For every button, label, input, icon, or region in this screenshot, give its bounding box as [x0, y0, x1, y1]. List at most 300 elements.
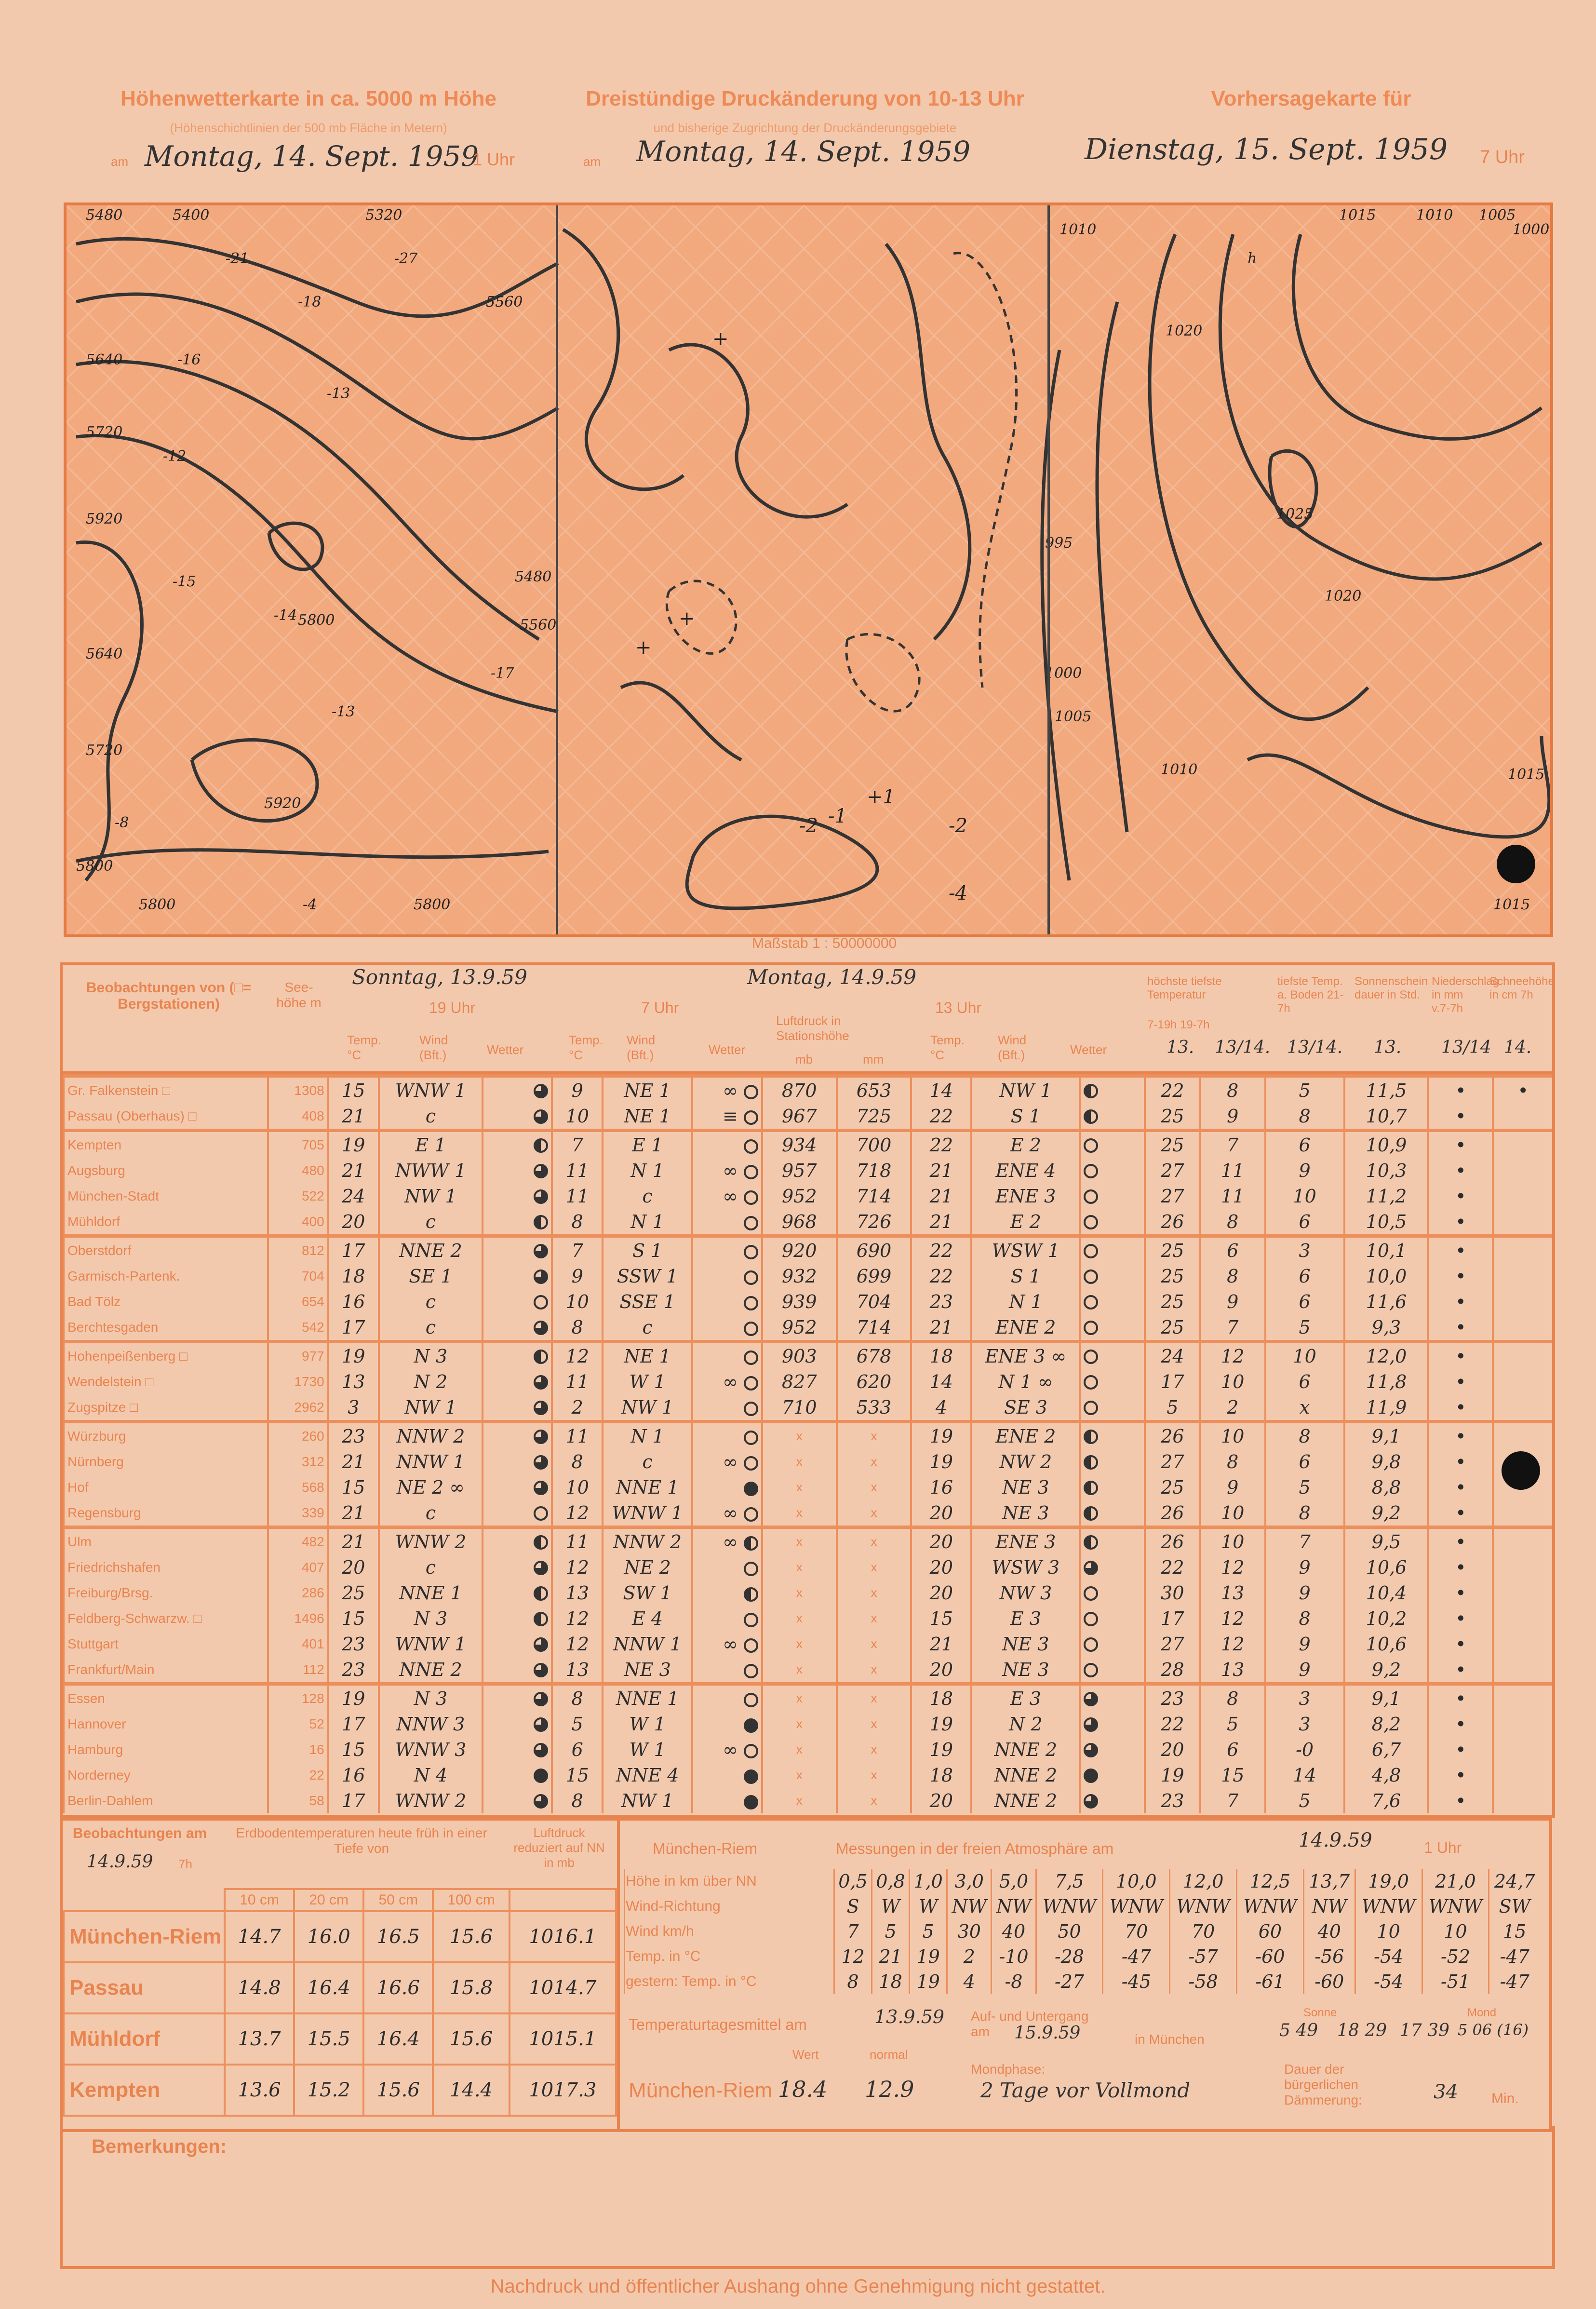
atmos-value: -52	[1422, 1944, 1489, 1969]
weather-symbol-icon	[1084, 1401, 1098, 1415]
weather-symbol-icon	[744, 1562, 758, 1576]
atmos-value: NW	[1303, 1894, 1355, 1919]
temp-boden: -0	[1265, 1737, 1344, 1762]
precipitation: •	[1428, 1449, 1493, 1474]
wind-7: NNW 1	[603, 1631, 692, 1657]
map-contour-label: 5480	[86, 207, 123, 224]
weather-symbol-icon	[1084, 1535, 1098, 1550]
wind-7: N 1	[603, 1209, 692, 1236]
weather-symbol-icon	[1084, 1637, 1098, 1652]
atmos-row-heights	[625, 1869, 1540, 1894]
normal-label: normal	[870, 2047, 908, 2062]
table-row	[64, 1158, 1552, 1183]
snow	[1493, 1554, 1552, 1580]
soil-temp: 16.0	[294, 1911, 363, 1962]
wind-19: SE 1	[379, 1263, 483, 1289]
temp-7: 6	[552, 1737, 603, 1762]
atmos-value: -54	[1355, 1969, 1422, 1994]
atmos-value: 18	[872, 1969, 910, 1994]
precipitation: •	[1428, 1606, 1493, 1631]
temp-max: 17	[1145, 1606, 1200, 1631]
h-wetter-19: Wetter	[487, 1042, 524, 1057]
wetter-13	[1080, 1762, 1144, 1788]
weather-symbol-icon	[534, 1743, 548, 1757]
map-contour-label: -18	[298, 294, 322, 311]
day1-label: Sonntag, 13.9.59	[352, 965, 527, 989]
wind-7: W 1	[603, 1711, 692, 1737]
table-header	[63, 965, 1555, 1074]
wetter-7	[692, 1762, 762, 1788]
station-height: 58	[268, 1788, 328, 1813]
temp-min: 5	[1200, 1711, 1265, 1737]
time-13: 13 Uhr	[935, 999, 982, 1016]
temp-min: 8	[1200, 1263, 1265, 1289]
temp-13: 16	[911, 1474, 971, 1500]
wetter-19	[483, 1158, 552, 1183]
wind-7: NNE 4	[603, 1762, 692, 1788]
temp-7: 9	[552, 1263, 603, 1289]
mondphase-value: 2 Tage vor Vollmond	[980, 2079, 1191, 2102]
table-row	[64, 1422, 1552, 1449]
wind-7: SW 1	[603, 1580, 692, 1606]
soil-temp: 16.5	[363, 1911, 433, 1962]
map-contour-label: 5800	[414, 896, 451, 913]
weather-symbol-icon	[744, 1190, 758, 1205]
snow	[1493, 1263, 1552, 1289]
map-contour-label: -8	[115, 814, 129, 831]
weather-symbol-icon	[534, 1612, 548, 1626]
wetter-19	[483, 1684, 552, 1712]
weather-symbol-icon	[744, 1402, 758, 1416]
pressure-mb: 932	[762, 1263, 837, 1289]
wetter-19	[483, 1263, 552, 1289]
pressure-mm: x	[837, 1631, 912, 1657]
snow	[1493, 1737, 1552, 1762]
soil-temperature-block	[60, 1818, 620, 2132]
temp-boden: 14	[1265, 1762, 1344, 1788]
temp-7: 8	[552, 1788, 603, 1813]
wind-13: WSW 1	[971, 1236, 1080, 1264]
wetter-19	[483, 1631, 552, 1657]
h-mb: mb	[795, 1052, 813, 1067]
wind-7: NE 3	[603, 1657, 692, 1684]
temp-boden: 9	[1265, 1158, 1344, 1183]
boden-h1: Beobachtungen am	[72, 1825, 207, 1841]
weather-symbol-icon	[744, 1350, 758, 1365]
wind-7: W 1	[603, 1737, 692, 1762]
sunshine: 9,5	[1344, 1527, 1429, 1555]
temp-13: 22	[911, 1131, 971, 1158]
snow	[1493, 1131, 1552, 1158]
map-contour-label: 5800	[76, 858, 113, 875]
temp-max: 25	[1145, 1289, 1200, 1314]
atmos-label: Wind-Richtung	[625, 1894, 834, 1919]
pressure-mm: x	[837, 1606, 912, 1631]
temp-19: 13	[328, 1369, 379, 1394]
wetter-19	[483, 1183, 552, 1209]
station-height: 812	[268, 1236, 328, 1264]
wetter-7	[692, 1342, 762, 1369]
temp-19: 15	[328, 1606, 379, 1631]
atmos-value: 0,5	[834, 1869, 872, 1894]
weather-symbol-icon	[1084, 1084, 1098, 1098]
d-schnee: 14.	[1504, 1038, 1532, 1057]
temp-7: 13	[552, 1657, 603, 1684]
wetter-13	[1080, 1158, 1144, 1183]
wetter-19	[483, 1289, 552, 1314]
map-contour-label: 5640	[86, 351, 123, 368]
precipitation: •	[1428, 1737, 1493, 1762]
wind-19: WNW 3	[379, 1737, 483, 1762]
snow	[1493, 1209, 1552, 1236]
weather-symbol-icon	[1084, 1109, 1098, 1124]
station-name: Oberstdorf	[64, 1236, 268, 1264]
temp-min: 10	[1200, 1422, 1265, 1449]
table-row	[64, 1580, 1552, 1606]
temp-13: 20	[911, 1527, 971, 1555]
temp-7: 12	[552, 1606, 603, 1631]
atmos-value: -60	[1237, 1944, 1304, 1969]
temp-13: 22	[911, 1103, 971, 1131]
wind-19: NE 2 ∞	[379, 1474, 483, 1500]
sunshine: 11,9	[1344, 1394, 1429, 1422]
punch-hole-top	[1497, 845, 1535, 883]
station-height: 408	[268, 1103, 328, 1131]
temp-max: 24	[1145, 1342, 1200, 1369]
wind-19: N 3	[379, 1342, 483, 1369]
tm-station: München-Riem	[629, 2079, 773, 2102]
wind-13: ENE 4	[971, 1158, 1080, 1183]
weather-symbol-icon	[534, 1481, 548, 1495]
temp-min: 10	[1200, 1527, 1265, 1555]
wetter-13	[1080, 1580, 1144, 1606]
boden-h3: Luftdruck reduziert auf NN in mb	[513, 1825, 605, 1870]
wetter-13	[1080, 1527, 1144, 1555]
temp-max: 25	[1145, 1103, 1200, 1131]
pressure-mb: x	[762, 1449, 837, 1474]
weather-symbol-icon	[1084, 1321, 1098, 1335]
weather-symbol-icon	[534, 1506, 548, 1521]
station-height: 312	[268, 1449, 328, 1474]
temp-min: 7	[1200, 1788, 1265, 1813]
temp-min: 13	[1200, 1580, 1265, 1606]
temp-19: 15	[328, 1076, 379, 1104]
temp-max: 26	[1145, 1209, 1200, 1236]
soil-pressure: 1017.3	[510, 2065, 616, 2116]
map-contour-label: 1010	[1060, 221, 1097, 238]
precipitation: •	[1428, 1342, 1493, 1369]
wetter-13	[1080, 1103, 1144, 1131]
wind-13: E 2	[971, 1131, 1080, 1158]
wind-7: NE 1	[603, 1342, 692, 1369]
wind-13: E 2	[971, 1209, 1080, 1236]
pressure-mm: 699	[837, 1263, 912, 1289]
pressure-mb: x	[762, 1684, 837, 1712]
weather-symbol-icon	[534, 1164, 548, 1178]
observation-table	[60, 962, 1555, 1818]
temp-min: 9	[1200, 1474, 1265, 1500]
soil-row	[64, 2065, 616, 2116]
weather-symbol-icon	[534, 1109, 548, 1124]
wind-13: ENE 3	[971, 1183, 1080, 1209]
wetter-13	[1080, 1711, 1144, 1737]
weather-symbol-icon	[744, 1085, 758, 1099]
snow	[1493, 1527, 1552, 1555]
wetter-7	[692, 1788, 762, 1813]
wetter-19	[483, 1711, 552, 1737]
snow	[1493, 1684, 1552, 1712]
wind-13: NW 3	[971, 1580, 1080, 1606]
pressure-mm: 718	[837, 1158, 912, 1183]
wind-13: E 3	[971, 1606, 1080, 1631]
station-name: Stuttgart	[64, 1631, 268, 1657]
wind-13: NE 3	[971, 1500, 1080, 1527]
table-row	[64, 1263, 1552, 1289]
weather-symbol-icon	[534, 1189, 548, 1204]
soil-temp: 14.7	[225, 1911, 294, 1962]
snow	[1493, 1342, 1552, 1369]
map-contour-label: 5720	[86, 742, 123, 759]
wetter-7: ∞	[692, 1631, 762, 1657]
sunshine: 10,2	[1344, 1606, 1429, 1631]
station-name: Berchtesgaden	[64, 1314, 268, 1342]
temp-19: 20	[328, 1554, 379, 1580]
soil-temp: 15.6	[433, 2013, 509, 2065]
temp-max: 19	[1145, 1762, 1200, 1788]
map-contour-label: 5560	[486, 294, 523, 311]
temp-13: 19	[911, 1711, 971, 1737]
temp-13: 21	[911, 1158, 971, 1183]
temp-boden: 9	[1265, 1631, 1344, 1657]
precipitation: •	[1428, 1289, 1493, 1314]
pressure-mb: x	[762, 1657, 837, 1684]
pressure-mm: x	[837, 1762, 912, 1788]
temp-7: 11	[552, 1158, 603, 1183]
weather-symbol-icon	[1084, 1269, 1098, 1284]
weather-symbol-icon	[534, 1244, 548, 1258]
wind-7: NE 1	[603, 1076, 692, 1104]
temp-boden: 8	[1265, 1606, 1344, 1631]
temp-13: 4	[911, 1394, 971, 1422]
soil-row	[64, 1962, 616, 2013]
atmos-value: -54	[1355, 1944, 1422, 1969]
atmos-value: WNW	[1355, 1894, 1422, 1919]
atmos-value: 30	[947, 1919, 992, 1944]
depth-20: 20 cm	[294, 1889, 363, 1911]
wind-19: NNW 1	[379, 1449, 483, 1474]
table-row	[64, 1236, 1552, 1264]
snow	[1493, 1394, 1552, 1422]
station-name: Gr. Falkenstein □	[64, 1076, 268, 1104]
atmos-title: Messungen in der freien Atmosphäre am	[836, 1840, 1114, 1857]
tagesmittel-date: 13.9.59	[874, 2006, 945, 2027]
weather-symbol-icon	[744, 1795, 758, 1809]
precipitation: •	[1428, 1236, 1493, 1264]
day2-label: Montag, 14.9.59	[747, 965, 917, 989]
temp-max: 30	[1145, 1580, 1200, 1606]
h-nieder: Niederschlag in mm v.7-7h	[1432, 975, 1500, 1015]
station-height: 480	[268, 1158, 328, 1183]
pressure-mm: x	[837, 1711, 912, 1737]
wind-7: NNW 2	[603, 1527, 692, 1555]
temp-min: 8	[1200, 1209, 1265, 1236]
wetter-7	[692, 1657, 762, 1684]
station-name: Nürnberg	[64, 1449, 268, 1474]
temp-13: 20	[911, 1788, 971, 1813]
temp-min: 12	[1200, 1606, 1265, 1631]
wind-19: c	[379, 1554, 483, 1580]
time-19: 19 Uhr	[429, 999, 476, 1016]
atmos-value: WNW	[1422, 1894, 1489, 1919]
d-sonne: 13.	[1374, 1038, 1402, 1057]
h-temp-13: Temp. °C	[930, 1033, 965, 1062]
pressure-mb: x	[762, 1631, 837, 1657]
atmos-value: 13,7	[1303, 1869, 1355, 1894]
snow	[1493, 1314, 1552, 1342]
temp-7: 12	[552, 1554, 603, 1580]
map-contour-label: -13	[327, 385, 350, 402]
atmos-value: SW	[1489, 1894, 1540, 1919]
map-contour-label: 5720	[86, 424, 123, 441]
snow	[1493, 1103, 1552, 1131]
temp-7: 7	[552, 1131, 603, 1158]
wetter-19	[483, 1369, 552, 1394]
temp-19: 21	[328, 1158, 379, 1183]
wetter-13	[1080, 1314, 1144, 1342]
map2-subtitle: und bisherige Zugrichtung der Druckänderungsgebiete	[653, 121, 957, 135]
station-height: 400	[268, 1209, 328, 1236]
map-contour-label: -13	[332, 703, 355, 720]
soil-temp: 15.6	[363, 2065, 433, 2116]
temp-min: 7	[1200, 1131, 1265, 1158]
temp-max: 22	[1145, 1076, 1200, 1104]
map-contour-label: -2	[799, 815, 818, 837]
atmos-value: WNW	[1036, 1894, 1103, 1919]
sunshine: 7,6	[1344, 1788, 1429, 1813]
tagesmittel-label: Temperaturtagesmittel am	[629, 2016, 807, 2033]
temp-min: 9	[1200, 1289, 1265, 1314]
pressure-mm: x	[837, 1684, 912, 1712]
table-row	[64, 1289, 1552, 1314]
map-contour-label: 5640	[86, 646, 123, 662]
temp-13: 19	[911, 1422, 971, 1449]
pressure-mb: 939	[762, 1289, 837, 1314]
weather-symbol-icon	[1084, 1164, 1098, 1178]
weather-symbol-icon	[744, 1245, 758, 1259]
temp-13: 21	[911, 1314, 971, 1342]
weather-symbol-icon	[1084, 1769, 1098, 1783]
wind-19: E 1	[379, 1131, 483, 1158]
wind-19: NW 1	[379, 1183, 483, 1209]
wetter-19	[483, 1554, 552, 1580]
temp-13: 20	[911, 1657, 971, 1684]
temp-7: 8	[552, 1449, 603, 1474]
table-row	[64, 1762, 1552, 1788]
wetter-19	[483, 1076, 552, 1104]
wetter-13	[1080, 1289, 1144, 1314]
wetter-19	[483, 1236, 552, 1264]
atmos-value: NW	[992, 1894, 1036, 1919]
weather-symbol-icon	[1084, 1215, 1098, 1229]
temp-7: 11	[552, 1183, 603, 1209]
snow	[1493, 1580, 1552, 1606]
pressure-mm: x	[837, 1788, 912, 1813]
precipitation: •	[1428, 1762, 1493, 1788]
temp-13: 14	[911, 1369, 971, 1394]
temp-max: 20	[1145, 1737, 1200, 1762]
map-contour-label: 5320	[365, 207, 402, 224]
atmos-value: 10	[1422, 1919, 1489, 1944]
soil-temp: 14.8	[225, 1962, 294, 2013]
wind-19: WNW 2	[379, 1527, 483, 1555]
precipitation: •	[1428, 1394, 1493, 1422]
temp-19: 24	[328, 1183, 379, 1209]
temp-7: 12	[552, 1631, 603, 1657]
col-station-header: Beobachtungen von (□= Bergstationen)	[86, 980, 252, 1012]
wetter-7	[692, 1394, 762, 1422]
pressure-mm: x	[837, 1554, 912, 1580]
atmos-value: 2	[947, 1944, 992, 1969]
atmos-value: 19	[910, 1969, 947, 1994]
soil-station: Passau	[64, 1962, 225, 2013]
atmos-row-wind-speed	[625, 1919, 1540, 1944]
weather-symbol-icon	[534, 1794, 548, 1809]
wind-7: S 1	[603, 1236, 692, 1264]
station-name: Norderney	[64, 1762, 268, 1788]
atmos-value: -61	[1237, 1969, 1304, 1994]
table-row	[64, 1314, 1552, 1342]
wind-13: ENE 2	[971, 1422, 1080, 1449]
wetter-13	[1080, 1236, 1144, 1264]
wetter-19	[483, 1580, 552, 1606]
precipitation: •	[1428, 1183, 1493, 1209]
sunshine: 10,7	[1344, 1103, 1429, 1131]
temp-13: 20	[911, 1500, 971, 1527]
temp-max: 23	[1145, 1684, 1200, 1712]
precipitation: •	[1428, 1554, 1493, 1580]
punch-hole-bottom	[1502, 1451, 1540, 1490]
atmos-value: 19,0	[1355, 1869, 1422, 1894]
wetter-7	[692, 1554, 762, 1580]
precipitation: •	[1428, 1103, 1493, 1131]
station-height: 568	[268, 1474, 328, 1500]
temp-19: 17	[328, 1314, 379, 1342]
temp-max: 27	[1145, 1183, 1200, 1209]
atmos-value: 7	[834, 1919, 872, 1944]
temp-boden: 3	[1265, 1236, 1344, 1264]
map-contour-label: -14	[274, 607, 297, 624]
temp-boden: 8	[1265, 1103, 1344, 1131]
mond-label: Mond	[1467, 2006, 1497, 2019]
pressure-mb: x	[762, 1527, 837, 1555]
depth-100: 100 cm	[433, 1889, 509, 1911]
wetter-7	[692, 1209, 762, 1236]
map-contour-label: 995	[1045, 535, 1073, 552]
map-contour-label: 1020	[1166, 323, 1203, 339]
temp-boden: 6	[1265, 1369, 1344, 1394]
weather-symbol-icon	[534, 1717, 548, 1732]
atmos-label: Wind km/h	[625, 1919, 834, 1944]
temp-boden: 10	[1265, 1183, 1344, 1209]
wetter-13	[1080, 1449, 1144, 1474]
depth-10: 10 cm	[225, 1889, 294, 1911]
wind-13: ENE 3	[971, 1527, 1080, 1555]
wind-13: ENE 2	[971, 1314, 1080, 1342]
map-contour-label: 5920	[86, 511, 123, 527]
wetter-19	[483, 1762, 552, 1788]
map-contour-label: 1015	[1339, 207, 1376, 224]
weather-symbol-icon	[534, 1138, 548, 1153]
